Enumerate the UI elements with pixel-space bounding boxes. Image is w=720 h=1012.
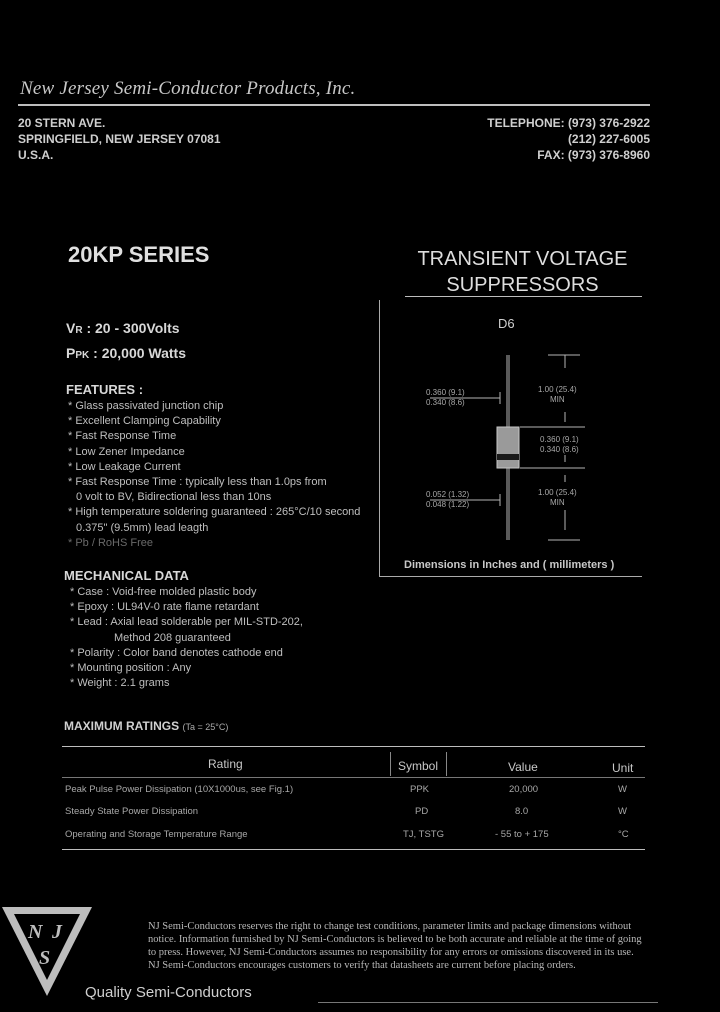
- rating-unit: W: [618, 784, 627, 795]
- rating-row-3: [65, 829, 655, 843]
- disclaimer-line: notice. Information furnished by NJ Semi-Conductors is believed to be both accurate and reliable at the time of going: [148, 934, 642, 945]
- company-address: [18, 115, 221, 163]
- disclaimer-line: to press. However, NJ Semi-Conductors assumes no responsibility for any errors or omissions discovered in its use.: [148, 947, 634, 958]
- mechanical-item: * Lead : Axial lead solderable per MIL-STD-202,: [70, 616, 303, 629]
- rating-value: 8.0: [515, 806, 529, 817]
- dim-text: 1.00 (25.4): [538, 385, 577, 394]
- header-rule: [18, 104, 650, 106]
- rating-unit: W: [618, 806, 627, 817]
- fax-line: FAX: (973) 376-8960: [537, 148, 650, 162]
- dim-text: 0.340 (8.6): [540, 445, 579, 454]
- mechanical-item: * Mounting position : Any: [70, 662, 192, 675]
- dim-body-width: [426, 388, 465, 408]
- key-specs: [66, 317, 186, 367]
- disclaimer: [148, 920, 658, 972]
- ratings-rule-top: [62, 746, 645, 747]
- logo-letter: N: [28, 921, 43, 943]
- col-header-unit: Unit: [612, 761, 634, 775]
- disclaimer-line: NJ Semi-Conductors reserves the right to change test conditions, parameter limits and package dimensions without: [148, 921, 632, 932]
- njs-logo: [0, 904, 95, 999]
- dim-body-length: [540, 435, 579, 455]
- vr-subscript: R: [75, 325, 83, 336]
- column-divider: [390, 752, 391, 776]
- feature-item: * Excellent Clamping Capability: [68, 415, 221, 428]
- address-line: U.S.A.: [18, 148, 54, 162]
- vr-value: : 20 - 300Volts: [86, 320, 180, 336]
- mechanical-item: * Weight : 2.1 grams: [70, 677, 170, 690]
- rating-row-2: [65, 806, 655, 820]
- ratings-title: [64, 719, 228, 733]
- col-header-value: Value: [508, 760, 538, 774]
- dim-text: 0.340 (8.6): [426, 398, 465, 407]
- dimension-caption: Dimensions in Inches and ( millimeters ): [404, 559, 615, 571]
- ppk-spec: [66, 342, 186, 367]
- rating-symbol: PD: [415, 806, 429, 817]
- dim-text: 0.048 (1.22): [426, 500, 470, 509]
- company-name: New Jersey Semi-Conductor Products, Inc.: [20, 78, 356, 99]
- rating-name: Operating and Storage Temperature Range: [65, 829, 248, 840]
- logo-letter: S: [39, 947, 51, 969]
- rating-name: Peak Pulse Power Dissipation (10X1000us, see Fig.1): [65, 784, 294, 795]
- rating-value: 20,000: [509, 784, 539, 795]
- product-type-line: TRANSIENT VOLTAGE: [417, 248, 628, 270]
- dim-text: 1.00 (25.4): [538, 488, 577, 497]
- dim-text: MIN: [550, 395, 565, 404]
- product-type: [405, 246, 640, 298]
- features-title: FEATURES :: [66, 382, 144, 397]
- telephone-line: TELEPHONE: (973) 376-2922: [487, 116, 650, 130]
- dim-text: MIN: [550, 498, 565, 507]
- feature-item-continued: 0 volt to BV, Bidirectional less than 10ns: [76, 491, 272, 504]
- mechanical-list: [68, 585, 368, 691]
- mechanical-item: * Case : Void-free molded plastic body: [70, 586, 257, 598]
- ratings-rule-bottom: [62, 849, 645, 850]
- telephone-line: (212) 227-6005: [567, 132, 650, 146]
- ratings-rule-header: [62, 777, 645, 778]
- dim-lead-top: [538, 385, 577, 405]
- features-list: [66, 399, 366, 551]
- disclaimer-line: NJ Semi-Conductors encourages customers to verify that datasheets are current before placing orders.: [148, 960, 576, 971]
- ratings-title-text: MAXIMUM RATINGS: [64, 719, 180, 733]
- mechanical-item: * Epoxy : UL94V-0 rate flame retardant: [70, 601, 259, 614]
- feature-item-continued: 0.375" (9.5mm) lead leagth: [76, 521, 209, 534]
- rating-symbol: PPK: [410, 784, 430, 795]
- mechanical-title: MECHANICAL DATA: [64, 568, 189, 583]
- dim-text: 0.360 (9.1): [426, 388, 465, 397]
- feature-item: * Low Zener Impedance: [68, 445, 185, 458]
- tagline: Quality Semi-Conductors: [85, 984, 252, 1001]
- dim-text: 0.052 (1.32): [426, 490, 470, 499]
- series-title: 20KP SERIES: [68, 242, 210, 267]
- ppk-value: : 20,000 Watts: [93, 345, 186, 361]
- feature-item: * Low Leakage Current: [68, 460, 181, 473]
- rating-unit: °C: [618, 829, 629, 840]
- mechanical-item: * Polarity : Color band denotes cathode end: [70, 646, 283, 659]
- address-line: SPRINGFIELD, NEW JERSEY 07081: [18, 132, 221, 146]
- feature-item: * Pb / RoHS Free: [68, 536, 153, 549]
- vr-spec: [66, 317, 186, 342]
- rating-symbol: TJ, TSTG: [403, 829, 444, 840]
- feature-item: * Glass passivated junction chip: [68, 400, 224, 412]
- footer-rule: [318, 1002, 658, 1003]
- title-rule: [405, 296, 642, 297]
- rating-name: Steady State Power Dissipation: [65, 806, 199, 817]
- column-divider: [446, 752, 447, 776]
- ppk-subscript: PK: [75, 350, 90, 361]
- dim-lead-bottom: [538, 488, 577, 508]
- address-line: 20 STERN AVE.: [18, 116, 106, 130]
- mechanical-item-continued: Method 208 guaranteed: [114, 631, 231, 644]
- rating-value: - 55 to + 175: [495, 829, 549, 840]
- feature-item: * Fast Response Time: [68, 430, 177, 443]
- feature-item: * Fast Response Time : typically less than 1.0ps from: [68, 476, 327, 489]
- product-type-line: SUPPRESSORS: [446, 274, 599, 296]
- company-contact: [487, 115, 650, 163]
- col-header-rating: Rating: [208, 757, 243, 771]
- package-outline-drawing: [380, 330, 640, 555]
- ppk-symbol: P: [66, 345, 76, 361]
- feature-item: * High temperature soldering guaranteed : 265°C/10 second: [68, 506, 361, 519]
- logo-letter: J: [52, 921, 62, 943]
- dim-text: 0.360 (9.1): [540, 435, 579, 444]
- rating-row-1: [65, 784, 655, 798]
- dim-lead-diameter: [426, 490, 469, 510]
- package-name: D6: [498, 316, 515, 331]
- ratings-condition: (Ta = 25°C): [182, 722, 229, 732]
- col-header-symbol: Symbol: [398, 759, 439, 773]
- vr-symbol: V: [66, 320, 76, 336]
